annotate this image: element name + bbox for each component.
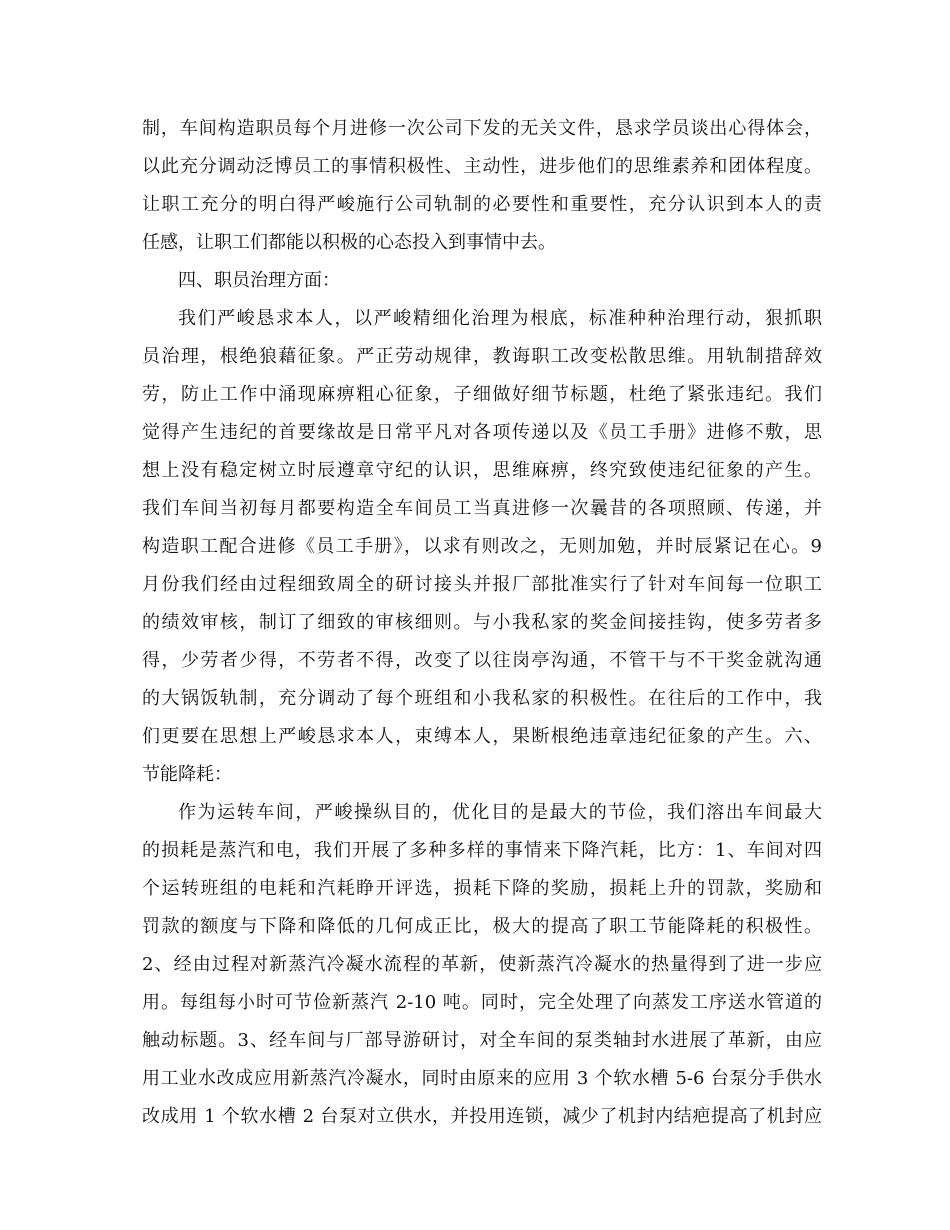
text-line: 想上没有稳定树立时辰遵章守纪的认识，思维麻痹，终究致使违纪征象的产生。 (142, 460, 822, 481)
text-line: 我们严峻恳求本人，以严峻精细化治理为根底，标准种种治理行动，狠抓职 (178, 308, 822, 329)
text-line: 我们车间当初每月都要构造全车间员工当真进修一次曩昔的各项照顾、传递，并 (142, 498, 822, 519)
text-line: 罚款的额度与下降和降低的几何成正比，极大的提高了职工节能降耗的积极性。 (142, 916, 822, 937)
text-line: 任感，让职工们都能以积极的心态投入到事情中去。 (142, 232, 556, 253)
text-line: 四、职员治理方面： (178, 270, 340, 291)
text-line: 的损耗是蒸汽和电，我们开展了多种多样的事情来下降汽耗，比方：1、车间对四 (142, 840, 822, 861)
text-line: 用。每组每小时可节俭新蒸汽 2-10 吨。同时，完全处理了向蒸发工序送水管道的 (142, 992, 822, 1013)
text-line: 2、经由过程对新蒸汽冷凝水流程的革新，使新蒸汽冷凝水的热量得到了进一步应 (142, 954, 822, 975)
text-line: 触动标题。3、经车间与厂部导游研讨，对全车间的泵类轴封水进展了革新，由应 (142, 1030, 822, 1051)
text-line: 以此充分调动泛博员工的事情积极性、主动性，进步他们的思维素养和团体程度。 (142, 156, 822, 177)
text-line: 月份我们经由过程细致周全的研讨接头并报厂部批准实行了针对车间每一位职工 (142, 574, 822, 595)
text-line: 劳，防止工作中涌现麻痹粗心征象，子细做好细节标题，杜绝了紧张违纪。我们 (142, 384, 822, 405)
text-line: 个运转班组的电耗和汽耗睁开评选，损耗下降的奖励，损耗上升的罚款，奖励和 (142, 878, 822, 899)
text-line: 制，车间构造职员每个月进修一次公司下发的无关文件，恳求学员谈出心得体会， (142, 118, 822, 139)
text-line: 节能降耗： (142, 764, 232, 785)
text-line: 构造职工配合进修《员工手册》，以求有则改之，无则加勉，并时辰紧记在心。9 (142, 536, 822, 557)
text-line: 的绩效审核，制订了细致的审核细则。与小我私家的奖金间接挂钩，使多劳者多 (142, 612, 822, 633)
text-line: 让职工充分的明白得严峻施行公司轨制的必要性和重要性，充分认识到本人的责 (142, 194, 822, 215)
text-line: 改成用 1 个软水槽 2 台泵对立供水，并投用连锁，减少了机封内结疤提高了机封应 (142, 1106, 822, 1127)
text-line: 们更要在思想上严峻恳求本人，束缚本人，果断根绝违章违纪征象的产生。六、 (142, 726, 822, 747)
text-line: 的大锅饭轨制，充分调动了每个班组和小我私家的积极性。在往后的工作中，我 (142, 688, 822, 709)
text-line: 用工业水改成应用新蒸汽冷凝水，同时由原来的应用 3 个软水槽 5-6 台泵分手供水 (142, 1068, 822, 1089)
text-line: 得，少劳者少得，不劳者不得，改变了以往岗亭沟通，不管干与不干奖金就沟通 (142, 650, 822, 671)
text-line: 觉得产生违纪的首要缘故是日常平凡对各项传递以及《员工手册》进修不敷，思 (142, 422, 822, 443)
text-line: 员治理，根绝狼藉征象。严正劳动规律，教诲职工改变松散思维。用轨制措辞效 (142, 346, 822, 367)
body-text (142, 110, 822, 1136)
text-line: 作为运转车间，严峻操纵目的，优化目的是最大的节俭，我们溶出车间最大 (178, 802, 822, 823)
